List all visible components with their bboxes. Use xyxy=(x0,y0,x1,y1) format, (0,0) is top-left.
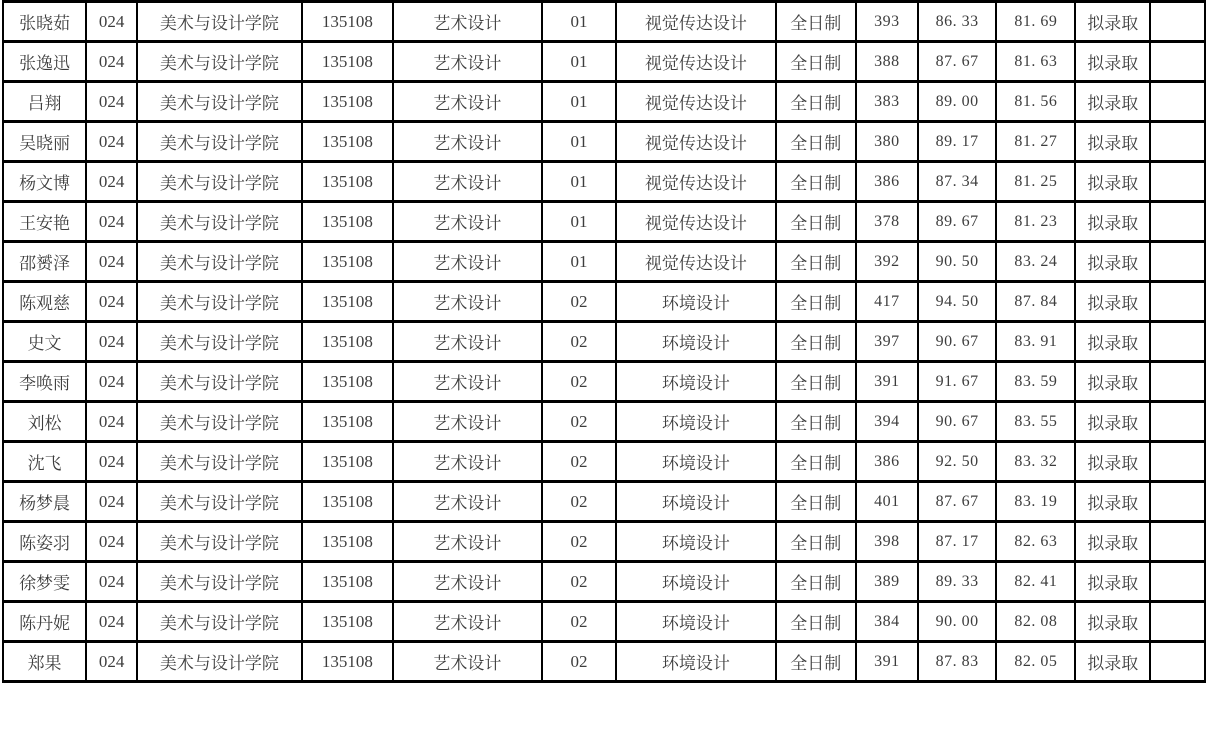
cell-total-score: 398 xyxy=(856,522,918,562)
cell-direction-code: 02 xyxy=(542,562,616,602)
cell-direction-code: 01 xyxy=(542,202,616,242)
cell-college-code: 024 xyxy=(86,122,137,162)
cell-direction: 环境设计 xyxy=(616,322,775,362)
cell-trailing xyxy=(1150,562,1205,602)
cell-direction: 视觉传达设计 xyxy=(616,202,775,242)
cell-retest-score: 89. 67 xyxy=(918,202,997,242)
cell-college: 美术与设计学院 xyxy=(137,162,302,202)
cell-study-mode: 全日制 xyxy=(776,82,856,122)
cell-college-code: 024 xyxy=(86,402,137,442)
table-row xyxy=(3,522,1205,562)
cell-study-mode: 全日制 xyxy=(776,2,856,42)
cell-college: 美术与设计学院 xyxy=(137,42,302,82)
cell-retest-score: 87. 17 xyxy=(918,522,997,562)
cell-name: 张逸迅 xyxy=(3,42,86,82)
cell-admission-status: 拟录取 xyxy=(1075,242,1150,282)
cell-name: 史文 xyxy=(3,322,86,362)
table-row xyxy=(3,122,1205,162)
cell-admission-status: 拟录取 xyxy=(1075,442,1150,482)
cell-trailing xyxy=(1150,122,1205,162)
cell-direction: 视觉传达设计 xyxy=(616,122,775,162)
cell-trailing xyxy=(1150,82,1205,122)
cell-direction: 环境设计 xyxy=(616,362,775,402)
table-row xyxy=(3,82,1205,122)
cell-name: 杨梦晨 xyxy=(3,482,86,522)
cell-study-mode: 全日制 xyxy=(776,642,856,682)
cell-study-mode: 全日制 xyxy=(776,42,856,82)
cell-weighted-score: 83. 24 xyxy=(996,242,1075,282)
cell-college: 美术与设计学院 xyxy=(137,2,302,42)
cell-retest-score: 91. 67 xyxy=(918,362,997,402)
cell-weighted-score: 82. 05 xyxy=(996,642,1075,682)
cell-direction: 视觉传达设计 xyxy=(616,242,775,282)
cell-major: 艺术设计 xyxy=(393,562,542,602)
cell-college-code: 024 xyxy=(86,202,137,242)
cell-college: 美术与设计学院 xyxy=(137,562,302,602)
cell-direction: 环境设计 xyxy=(616,282,775,322)
cell-direction: 视觉传达设计 xyxy=(616,42,775,82)
cell-total-score: 417 xyxy=(856,282,918,322)
cell-weighted-score: 81. 63 xyxy=(996,42,1075,82)
cell-major-code: 135108 xyxy=(302,242,393,282)
cell-direction-code: 02 xyxy=(542,322,616,362)
cell-admission-status: 拟录取 xyxy=(1075,322,1150,362)
cell-major: 艺术设计 xyxy=(393,522,542,562)
cell-retest-score: 90. 00 xyxy=(918,602,997,642)
cell-direction-code: 01 xyxy=(542,162,616,202)
cell-direction: 环境设计 xyxy=(616,402,775,442)
cell-major: 艺术设计 xyxy=(393,362,542,402)
cell-name: 陈丹妮 xyxy=(3,602,86,642)
cell-major: 艺术设计 xyxy=(393,82,542,122)
cell-trailing xyxy=(1150,322,1205,362)
cell-study-mode: 全日制 xyxy=(776,362,856,402)
cell-study-mode: 全日制 xyxy=(776,242,856,282)
cell-study-mode: 全日制 xyxy=(776,122,856,162)
cell-direction-code: 02 xyxy=(542,402,616,442)
cell-retest-score: 90. 67 xyxy=(918,402,997,442)
cell-major-code: 135108 xyxy=(302,282,393,322)
cell-total-score: 397 xyxy=(856,322,918,362)
cell-college-code: 024 xyxy=(86,522,137,562)
cell-retest-score: 92. 50 xyxy=(918,442,997,482)
cell-trailing xyxy=(1150,282,1205,322)
cell-major-code: 135108 xyxy=(302,602,393,642)
cell-major: 艺术设计 xyxy=(393,122,542,162)
cell-college: 美术与设计学院 xyxy=(137,322,302,362)
cell-name: 刘松 xyxy=(3,402,86,442)
cell-major: 艺术设计 xyxy=(393,442,542,482)
admission-table xyxy=(2,0,1206,683)
cell-admission-status: 拟录取 xyxy=(1075,122,1150,162)
cell-college: 美术与设计学院 xyxy=(137,402,302,442)
cell-college-code: 024 xyxy=(86,2,137,42)
cell-major-code: 135108 xyxy=(302,202,393,242)
table-row xyxy=(3,322,1205,362)
cell-major: 艺术设计 xyxy=(393,642,542,682)
cell-direction-code: 02 xyxy=(542,442,616,482)
cell-study-mode: 全日制 xyxy=(776,202,856,242)
cell-total-score: 383 xyxy=(856,82,918,122)
cell-retest-score: 87. 67 xyxy=(918,482,997,522)
cell-college: 美术与设计学院 xyxy=(137,282,302,322)
cell-direction: 环境设计 xyxy=(616,562,775,602)
cell-total-score: 392 xyxy=(856,242,918,282)
table-row xyxy=(3,642,1205,682)
cell-college-code: 024 xyxy=(86,442,137,482)
cell-trailing xyxy=(1150,642,1205,682)
cell-weighted-score: 83. 32 xyxy=(996,442,1075,482)
cell-weighted-score: 82. 41 xyxy=(996,562,1075,602)
table-row xyxy=(3,2,1205,42)
cell-direction: 视觉传达设计 xyxy=(616,2,775,42)
cell-total-score: 378 xyxy=(856,202,918,242)
cell-trailing xyxy=(1150,2,1205,42)
cell-admission-status: 拟录取 xyxy=(1075,602,1150,642)
cell-trailing xyxy=(1150,202,1205,242)
cell-weighted-score: 83. 91 xyxy=(996,322,1075,362)
cell-retest-score: 89. 00 xyxy=(918,82,997,122)
cell-college: 美术与设计学院 xyxy=(137,362,302,402)
cell-total-score: 384 xyxy=(856,602,918,642)
cell-retest-score: 87. 34 xyxy=(918,162,997,202)
cell-study-mode: 全日制 xyxy=(776,282,856,322)
cell-direction-code: 02 xyxy=(542,362,616,402)
table-row xyxy=(3,402,1205,442)
cell-retest-score: 90. 67 xyxy=(918,322,997,362)
cell-major: 艺术设计 xyxy=(393,242,542,282)
cell-retest-score: 89. 17 xyxy=(918,122,997,162)
cell-major-code: 135108 xyxy=(302,42,393,82)
cell-major: 艺术设计 xyxy=(393,162,542,202)
cell-weighted-score: 87. 84 xyxy=(996,282,1075,322)
cell-retest-score: 86. 33 xyxy=(918,2,997,42)
cell-major: 艺术设计 xyxy=(393,42,542,82)
table-row xyxy=(3,162,1205,202)
cell-direction: 环境设计 xyxy=(616,442,775,482)
cell-major-code: 135108 xyxy=(302,402,393,442)
cell-name: 吕翔 xyxy=(3,82,86,122)
table-row xyxy=(3,242,1205,282)
cell-direction-code: 02 xyxy=(542,482,616,522)
cell-name: 陈姿羽 xyxy=(3,522,86,562)
cell-college: 美术与设计学院 xyxy=(137,82,302,122)
cell-admission-status: 拟录取 xyxy=(1075,82,1150,122)
cell-admission-status: 拟录取 xyxy=(1075,482,1150,522)
cell-direction: 环境设计 xyxy=(616,482,775,522)
cell-college-code: 024 xyxy=(86,82,137,122)
cell-major: 艺术设计 xyxy=(393,202,542,242)
cell-study-mode: 全日制 xyxy=(776,322,856,362)
cell-college: 美术与设计学院 xyxy=(137,602,302,642)
cell-major: 艺术设计 xyxy=(393,482,542,522)
cell-college-code: 024 xyxy=(86,482,137,522)
table-row xyxy=(3,482,1205,522)
cell-study-mode: 全日制 xyxy=(776,162,856,202)
cell-trailing xyxy=(1150,42,1205,82)
cell-name: 杨文博 xyxy=(3,162,86,202)
cell-trailing xyxy=(1150,442,1205,482)
cell-retest-score: 94. 50 xyxy=(918,282,997,322)
cell-major: 艺术设计 xyxy=(393,282,542,322)
cell-retest-score: 87. 83 xyxy=(918,642,997,682)
cell-weighted-score: 83. 19 xyxy=(996,482,1075,522)
cell-total-score: 401 xyxy=(856,482,918,522)
cell-name: 王安艳 xyxy=(3,202,86,242)
cell-college: 美术与设计学院 xyxy=(137,202,302,242)
cell-college: 美术与设计学院 xyxy=(137,482,302,522)
table-row xyxy=(3,602,1205,642)
cell-major-code: 135108 xyxy=(302,562,393,602)
cell-direction-code: 02 xyxy=(542,282,616,322)
cell-total-score: 393 xyxy=(856,2,918,42)
cell-major-code: 135108 xyxy=(302,642,393,682)
cell-college: 美术与设计学院 xyxy=(137,122,302,162)
cell-name: 郑果 xyxy=(3,642,86,682)
cell-study-mode: 全日制 xyxy=(776,482,856,522)
cell-admission-status: 拟录取 xyxy=(1075,522,1150,562)
cell-trailing xyxy=(1150,242,1205,282)
cell-direction-code: 01 xyxy=(542,242,616,282)
cell-direction-code: 01 xyxy=(542,122,616,162)
cell-college-code: 024 xyxy=(86,362,137,402)
cell-college-code: 024 xyxy=(86,602,137,642)
cell-study-mode: 全日制 xyxy=(776,522,856,562)
cell-major-code: 135108 xyxy=(302,322,393,362)
table-row xyxy=(3,202,1205,242)
cell-study-mode: 全日制 xyxy=(776,442,856,482)
cell-total-score: 386 xyxy=(856,162,918,202)
cell-college-code: 024 xyxy=(86,42,137,82)
cell-weighted-score: 81. 23 xyxy=(996,202,1075,242)
cell-weighted-score: 81. 25 xyxy=(996,162,1075,202)
cell-admission-status: 拟录取 xyxy=(1075,362,1150,402)
cell-admission-status: 拟录取 xyxy=(1075,402,1150,442)
cell-total-score: 380 xyxy=(856,122,918,162)
table-row xyxy=(3,42,1205,82)
cell-name: 沈飞 xyxy=(3,442,86,482)
cell-retest-score: 89. 33 xyxy=(918,562,997,602)
cell-admission-status: 拟录取 xyxy=(1075,2,1150,42)
cell-trailing xyxy=(1150,522,1205,562)
cell-name: 陈观慈 xyxy=(3,282,86,322)
cell-direction: 环境设计 xyxy=(616,602,775,642)
cell-college-code: 024 xyxy=(86,242,137,282)
cell-trailing xyxy=(1150,482,1205,522)
table-row xyxy=(3,562,1205,602)
cell-name: 李唤雨 xyxy=(3,362,86,402)
cell-major-code: 135108 xyxy=(302,442,393,482)
cell-direction-code: 02 xyxy=(542,602,616,642)
cell-admission-status: 拟录取 xyxy=(1075,162,1150,202)
cell-trailing xyxy=(1150,402,1205,442)
cell-direction: 视觉传达设计 xyxy=(616,162,775,202)
table-row xyxy=(3,282,1205,322)
cell-major-code: 135108 xyxy=(302,82,393,122)
cell-college-code: 024 xyxy=(86,562,137,602)
cell-college-code: 024 xyxy=(86,642,137,682)
cell-major-code: 135108 xyxy=(302,362,393,402)
cell-weighted-score: 81. 27 xyxy=(996,122,1075,162)
cell-weighted-score: 83. 59 xyxy=(996,362,1075,402)
cell-study-mode: 全日制 xyxy=(776,602,856,642)
cell-admission-status: 拟录取 xyxy=(1075,202,1150,242)
cell-major: 艺术设计 xyxy=(393,322,542,362)
cell-weighted-score: 81. 69 xyxy=(996,2,1075,42)
cell-direction-code: 02 xyxy=(542,642,616,682)
cell-trailing xyxy=(1150,602,1205,642)
cell-major-code: 135108 xyxy=(302,2,393,42)
cell-college-code: 024 xyxy=(86,322,137,362)
cell-college: 美术与设计学院 xyxy=(137,442,302,482)
cell-college: 美术与设计学院 xyxy=(137,642,302,682)
cell-name: 徐梦雯 xyxy=(3,562,86,602)
cell-study-mode: 全日制 xyxy=(776,402,856,442)
cell-direction: 视觉传达设计 xyxy=(616,82,775,122)
cell-total-score: 388 xyxy=(856,42,918,82)
cell-trailing xyxy=(1150,362,1205,402)
cell-admission-status: 拟录取 xyxy=(1075,642,1150,682)
cell-major-code: 135108 xyxy=(302,122,393,162)
cell-direction: 环境设计 xyxy=(616,642,775,682)
cell-trailing xyxy=(1150,162,1205,202)
cell-study-mode: 全日制 xyxy=(776,562,856,602)
cell-total-score: 391 xyxy=(856,362,918,402)
cell-admission-status: 拟录取 xyxy=(1075,562,1150,602)
cell-college: 美术与设计学院 xyxy=(137,522,302,562)
cell-weighted-score: 81. 56 xyxy=(996,82,1075,122)
cell-direction-code: 01 xyxy=(542,2,616,42)
cell-weighted-score: 83. 55 xyxy=(996,402,1075,442)
admission-table-body xyxy=(3,2,1205,682)
cell-direction: 环境设计 xyxy=(616,522,775,562)
cell-direction-code: 01 xyxy=(542,42,616,82)
cell-major: 艺术设计 xyxy=(393,402,542,442)
cell-total-score: 391 xyxy=(856,642,918,682)
cell-total-score: 394 xyxy=(856,402,918,442)
cell-major-code: 135108 xyxy=(302,162,393,202)
cell-retest-score: 90. 50 xyxy=(918,242,997,282)
cell-name: 张晓茹 xyxy=(3,2,86,42)
cell-major: 艺术设计 xyxy=(393,2,542,42)
cell-major: 艺术设计 xyxy=(393,602,542,642)
cell-admission-status: 拟录取 xyxy=(1075,42,1150,82)
cell-weighted-score: 82. 08 xyxy=(996,602,1075,642)
cell-name: 吴晓丽 xyxy=(3,122,86,162)
cell-total-score: 386 xyxy=(856,442,918,482)
cell-college-code: 024 xyxy=(86,162,137,202)
cell-major-code: 135108 xyxy=(302,482,393,522)
cell-retest-score: 87. 67 xyxy=(918,42,997,82)
cell-direction-code: 01 xyxy=(542,82,616,122)
cell-college: 美术与设计学院 xyxy=(137,242,302,282)
cell-direction-code: 02 xyxy=(542,522,616,562)
cell-weighted-score: 82. 63 xyxy=(996,522,1075,562)
table-row xyxy=(3,362,1205,402)
cell-college-code: 024 xyxy=(86,282,137,322)
cell-name: 邵赟泽 xyxy=(3,242,86,282)
cell-admission-status: 拟录取 xyxy=(1075,282,1150,322)
cell-major-code: 135108 xyxy=(302,522,393,562)
table-row xyxy=(3,442,1205,482)
cell-total-score: 389 xyxy=(856,562,918,602)
